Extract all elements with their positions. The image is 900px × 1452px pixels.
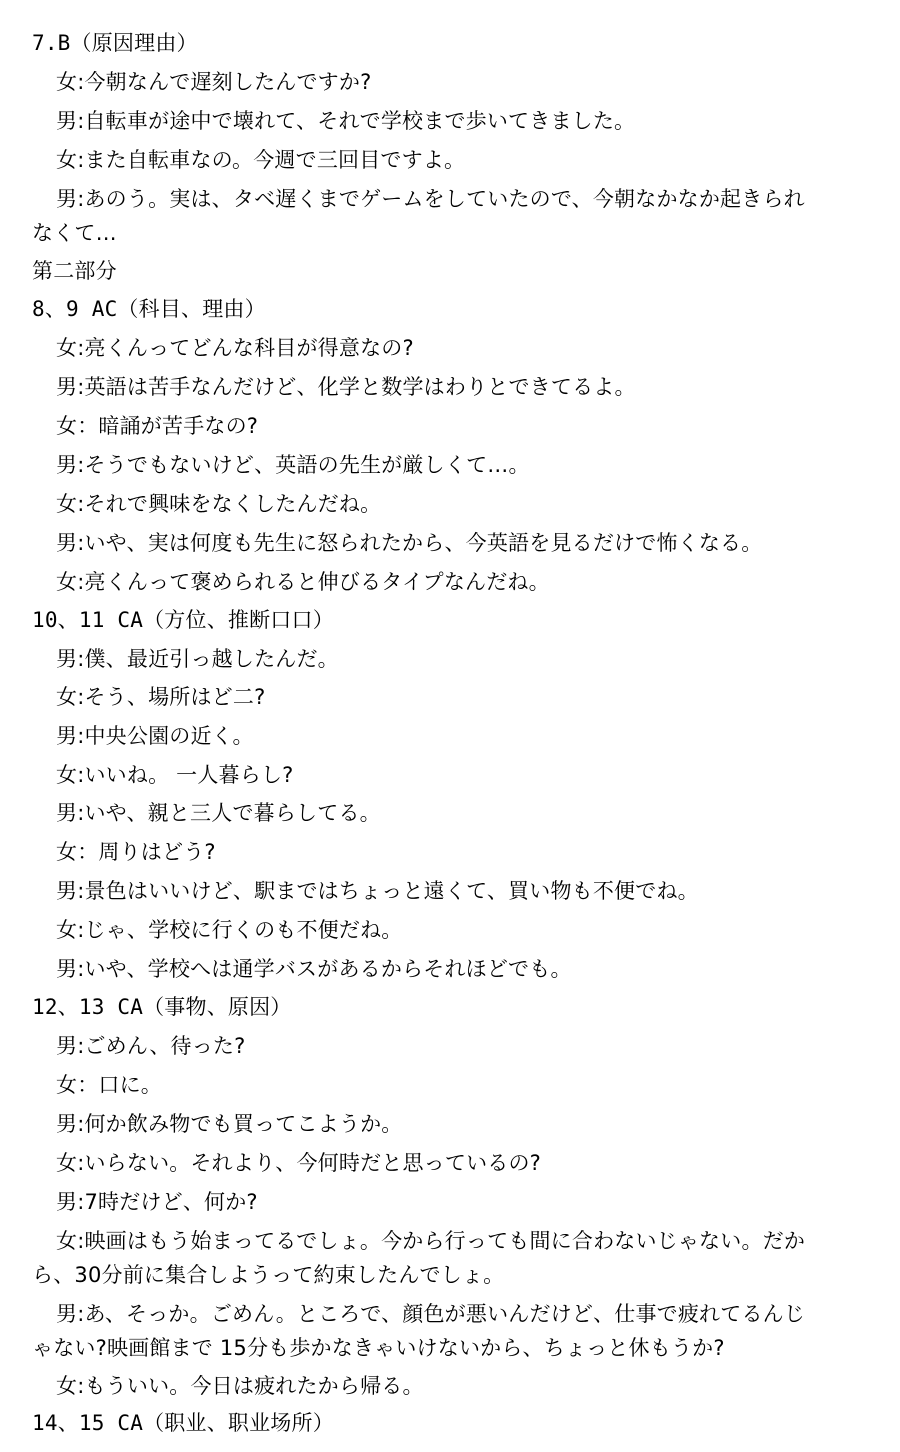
section-heading: 第二部分 (32, 259, 117, 283)
question-heading: 8、9 AC（科目、理由） (32, 297, 266, 321)
question-heading: 7.B（原因理由） (32, 31, 198, 55)
dialogue-line: 男:ごめん、待った? (56, 1034, 246, 1058)
dialogue-line: 女：周りはどう? (56, 840, 216, 864)
question-heading: 14、15 CA（职业、职业场所） (32, 1411, 334, 1435)
dialogue-line: 男:中央公園の近く。 (56, 724, 254, 748)
dialogue-line: 女:じゃ、学校に行くのも不便だね。 (56, 918, 403, 942)
dialogue-line: 男:そうでもないけど、英語の先生が厳しくて…。 (56, 453, 530, 477)
dialogue-line: 女:いいね。 一人暮らし? (56, 763, 294, 787)
dialogue-line: 男:7時だけど、何か? (56, 1190, 258, 1214)
dialogue-line: 女:今朝なんで遅刻したんですか? (56, 70, 372, 94)
dialogue-line: 女:亮くんって褒められると伸びるタイプなんだね。 (56, 570, 550, 594)
dialogue-line: 女:また自転車なの。今週で三回目ですよ。 (56, 148, 466, 172)
dialogue-line: 男:あのう。実は、タベ遅くまでゲームをしていたので、今朝なかなか起きられ (56, 187, 805, 211)
dialogue-line-continuation: ら、30分前に集合しようって約束したんでしょ。 (32, 1263, 505, 1287)
dialogue-line: 女:もういい。今日は疲れたから帰る。 (56, 1374, 424, 1398)
dialogue-line: 男:僕、最近引っ越したんだ。 (56, 647, 339, 671)
dialogue-line-continuation: なくて… (32, 221, 117, 245)
question-heading: 10、11 CA（方位、推断口口） (32, 608, 334, 632)
dialogue-line: 男:いや、親と三人で暮らしてる。 (56, 801, 381, 825)
dialogue-line: 女:映画はもう始まってるでしょ。今から行っても間に合わないじゃない。だか (56, 1229, 806, 1253)
dialogue-line: 女:そう、場所はど二? (56, 685, 266, 709)
dialogue-line: 女：口に。 (56, 1073, 162, 1097)
dialogue-line: 男:いや、学校へは通学バスがあるからそれほどでも。 (56, 957, 572, 981)
dialogue-line: 女:それで興味をなくしたんだね。 (56, 492, 382, 516)
dialogue-line: 男:いや、実は何度も先生に怒られたから、今英語を見るだけで怖くなる。 (56, 531, 763, 555)
dialogue-line: 男:英語は苦手なんだけど、化学と数学はわりとできてるよ。 (56, 375, 636, 399)
dialogue-line: 男:自転車が途中で壊れて、それで学校まで歩いてきました。 (56, 109, 636, 133)
dialogue-line-continuation: ゃない?映画館まで 15分も歩かなきゃいけないから、ちょっと休もうか? (32, 1336, 725, 1360)
dialogue-line: 男:何か飲み物でも買ってこようか。 (56, 1112, 403, 1136)
dialogue-line: 女：暗誦が苦手なの? (56, 414, 259, 438)
question-heading: 12、13 CA（事物、原因） (32, 995, 292, 1019)
dialogue-line: 女:亮くんってどんな科目が得意なの? (56, 336, 414, 360)
dialogue-line: 男:景色はいいけど、駅まではちょっと遠くて、買い物も不便でね。 (56, 879, 699, 903)
dialogue-line: 女:いらない。それより、今何時だと思っているの? (56, 1151, 542, 1175)
dialogue-line: 男:あ、そっか。ごめん。ところで、顔色が悪いんだけど、仕事で疲れてるんじ (56, 1302, 806, 1326)
